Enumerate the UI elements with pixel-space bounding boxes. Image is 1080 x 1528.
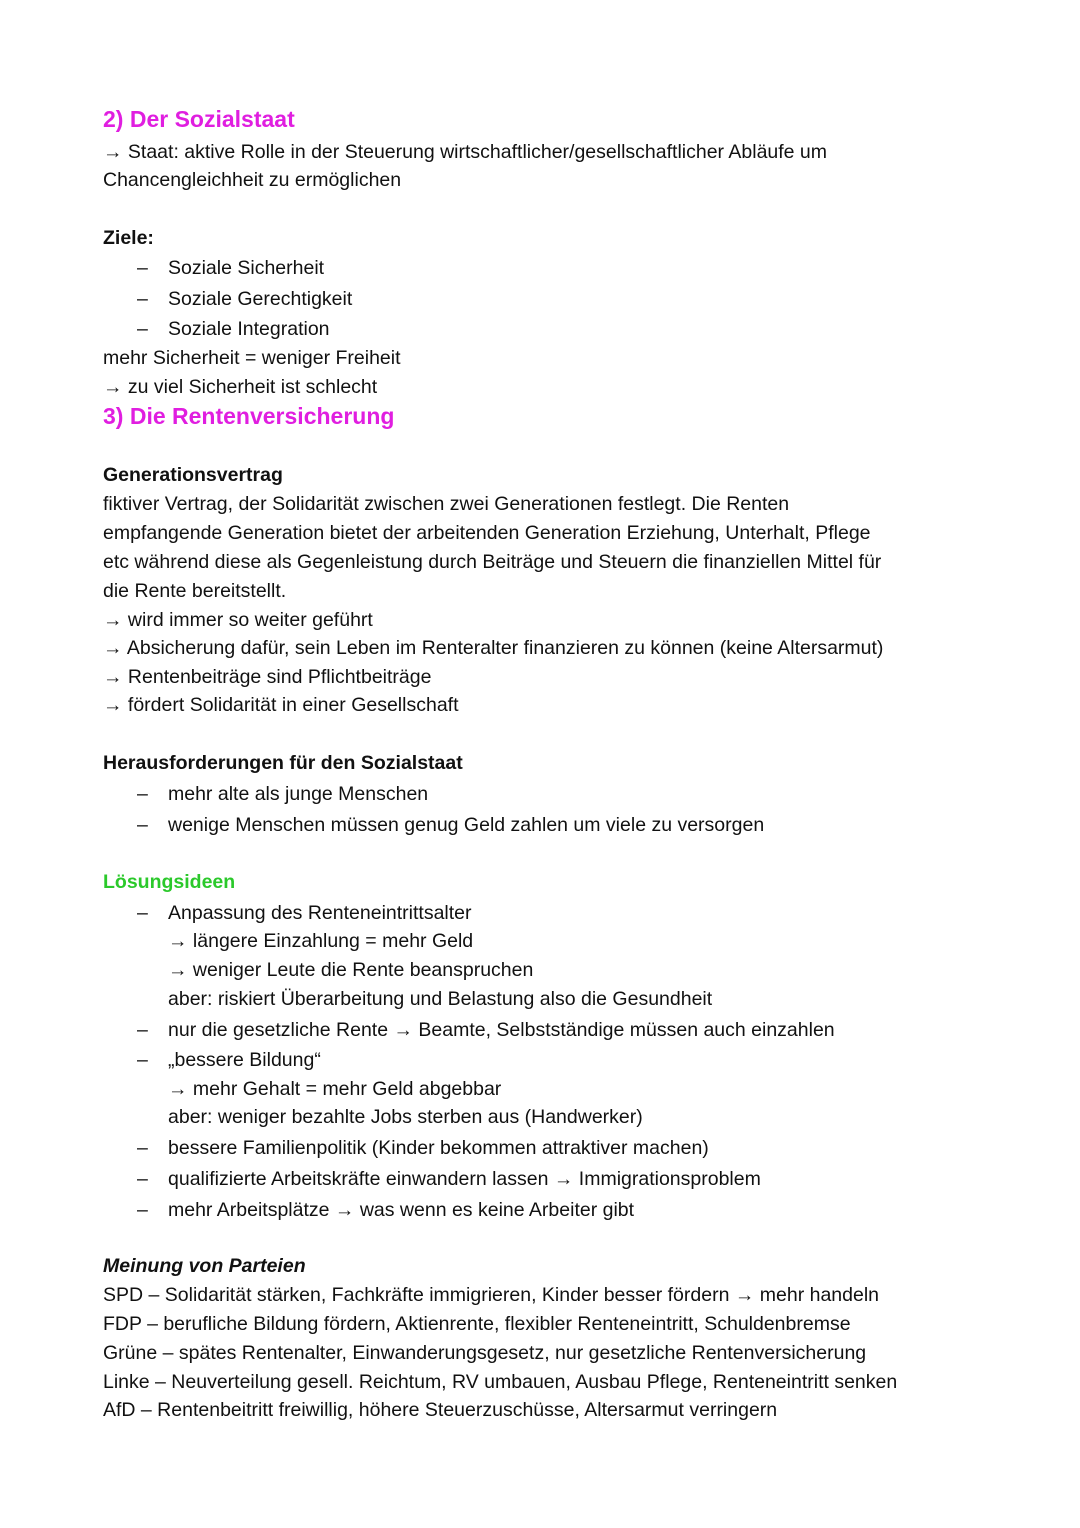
list-item: Soziale Sicherheit	[168, 257, 325, 279]
text-line: SPD – Solidarität stärken, Fachkräfte immigrieren, Kinder besser fördern → mehr handeln	[103, 1284, 880, 1306]
list-item-sub: → längere Einzahlung = mehr Geld	[168, 930, 474, 952]
heading-generationsvertrag: Generationsvertrag	[103, 464, 283, 486]
text-line: mehr Sicherheit = weniger Freiheit	[103, 347, 401, 369]
heading-ziele: Ziele:	[103, 227, 154, 249]
text-line: die Rente bereitstellt.	[103, 580, 287, 602]
text-line: AfD – Rentenbeitritt freiwillig, höhere Steuerzuschüsse, Altersarmut verringern	[103, 1399, 778, 1421]
bullet-dash: –	[137, 288, 148, 310]
text-line: → fördert Solidarität in einer Gesellschaft	[103, 694, 459, 716]
text-line: Grüne – spätes Rentenalter, Einwanderungsgesetz, nur gesetzliche Rentenversicherung	[103, 1342, 867, 1364]
list-item-sub: → weniger Leute die Rente beanspruchen	[168, 959, 534, 981]
bullet-dash: –	[137, 1019, 148, 1041]
text-line: → Rentenbeiträge sind Pflichtbeiträge	[103, 666, 432, 688]
bullet-dash: –	[137, 1168, 148, 1190]
text-line: etc während diese als Gegenleistung durch Beiträge und Steuern die finanziellen Mittel für	[103, 551, 882, 573]
list-item: mehr alte als junge Menschen	[168, 783, 429, 805]
bullet-dash: –	[137, 1049, 148, 1071]
text-line: → Staat: aktive Rolle in der Steuerung wirtschaftlicher/gesellschaftlicher Abläufe um	[103, 141, 828, 163]
list-item-sub: aber: weniger bezahlte Jobs sterben aus (Handwerker)	[168, 1106, 643, 1128]
text-line: → zu viel Sicherheit ist schlecht	[103, 376, 378, 398]
text-line: Chancengleichheit zu ermöglichen	[103, 169, 402, 191]
text-line: fiktiver Vertrag, der Solidarität zwischen zwei Generationen festlegt. Die Renten	[103, 493, 790, 515]
bullet-dash: –	[137, 814, 148, 836]
list-item: „bessere Bildung“	[168, 1049, 321, 1071]
text-line: empfangende Generation bietet der arbeitenden Generation Erziehung, Unterhalt, Pflege	[103, 522, 871, 544]
list-item-sub: aber: riskiert Überarbeitung und Belastung also die Gesundheit	[168, 988, 713, 1010]
bullet-dash: –	[137, 257, 148, 279]
list-item: qualifizierte Arbeitskräfte einwandern lassen → Immigrationsproblem	[168, 1168, 761, 1190]
bullet-dash: –	[137, 318, 148, 340]
list-item-sub: → mehr Gehalt = mehr Geld abgebbar	[168, 1078, 502, 1100]
text-line: → Absicherung dafür, sein Leben im Renteralter finanzieren zu können (keine Altersarmut)	[103, 637, 884, 659]
list-item: mehr Arbeitsplätze → was wenn es keine Arbeiter gibt	[168, 1199, 635, 1221]
list-item: bessere Familienpolitik (Kinder bekommen attraktiver machen)	[168, 1137, 709, 1159]
list-item: nur die gesetzliche Rente → Beamte, Selbstständige müssen auch einzahlen	[168, 1019, 835, 1041]
bullet-dash: –	[137, 1199, 148, 1221]
heading-parteien: Meinung von Parteien	[103, 1255, 306, 1277]
bullet-dash: –	[137, 1137, 148, 1159]
list-item: Anpassung des Renteneintrittsalter	[168, 902, 472, 924]
text-line: → wird immer so weiter geführt	[103, 609, 373, 631]
heading-sozialstaat: 2) Der Sozialstaat	[103, 106, 295, 132]
text-line: FDP – berufliche Bildung fördern, Aktienrente, flexibler Renteneintritt, Schuldenbremse	[103, 1313, 851, 1335]
heading-rentenversicherung: 3) Die Rentenversicherung	[103, 403, 395, 429]
list-item: Soziale Integration	[168, 318, 330, 340]
list-item: Soziale Gerechtigkeit	[168, 288, 353, 310]
text-line: Linke – Neuverteilung gesell. Reichtum, RV umbauen, Ausbau Pflege, Renteneintritt senken	[103, 1371, 898, 1393]
heading-herausforderungen: Herausforderungen für den Sozialstaat	[103, 752, 463, 774]
heading-loesungsideen: Lösungsideen	[103, 871, 236, 893]
bullet-dash: –	[137, 783, 148, 805]
list-item: wenige Menschen müssen genug Geld zahlen um viele zu versorgen	[168, 814, 765, 836]
bullet-dash: –	[137, 902, 148, 924]
